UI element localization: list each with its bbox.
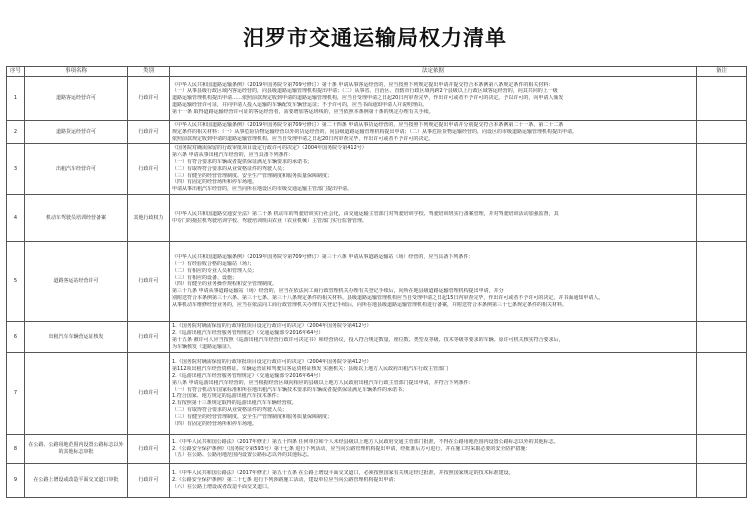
table-row: [7, 352, 747, 434]
legal-basis-line: 1.符合国家、地方规定的巡游出租汽车技术条件；: [172, 393, 282, 400]
cell-item-name: 道路客运经营许可: [25, 77, 128, 121]
cell-note: [697, 434, 747, 463]
cell-no: 1: [7, 77, 25, 121]
legal-basis-line: 申请从事出租汽车经营的，应当向所在地设区的市级交通运输主管部门提出申请。: [172, 186, 353, 193]
cell-note: [697, 321, 747, 352]
legal-basis-line: （二）有相应的专业人员和管理人员；: [172, 267, 258, 274]
legal-basis-line: 第三十九条 申请从事道路运输站（场）经营的，应当在依法向工商行政管理机关办理有关登记手续后，向所在地县级道路运输管理机构提出申请，并分: [172, 288, 504, 295]
cell-no: 9: [7, 463, 25, 497]
legal-basis-line: 1.《国务院对确需保留的行政审批项目设定行政许可的决定》（2004年国务院令第412号）: [172, 359, 372, 366]
cell-no: 2: [7, 121, 25, 144]
legal-basis-line: 从事机动车维修经营业务的，应当在依法向工商行政管理机关办理有关登记手续后，向所在地县级道路运输管理机构进行备案，并附送符合本条例第三十七条规定条件的相关材料。: [172, 301, 568, 308]
cell-item-name: 机动车驾驶员培训经营备案: [25, 194, 128, 241]
cell-type: 其他行政权力: [128, 194, 170, 241]
cell-item-name: 在公路上增设或改造平面交叉道口审批: [25, 463, 128, 497]
legal-basis-line: 中专门的拖拉机驾驶培训学校、驾驶培训班由农业（农业机械）主管部门实行监督管理。: [172, 217, 368, 224]
legal-basis-line: （二）有取得符合要求的从业资格证件的驾驶人员；: [172, 165, 288, 172]
cell-note: [697, 144, 747, 195]
legal-basis-line: 第十五条 被许可人应当按照《巡游出租汽车经营行政许可决定书》和经营协议，投入符合规定数量、座位数、类型及等级、技术等级等要求的车辆。原许可机关核实符合要求后，: [172, 336, 564, 343]
legal-basis-line: 第十一条 取得道路运输经营许可证的客运经营者，需要增加客运班线的，应当依照本条例第十条的规定办理有关手续。: [172, 108, 434, 115]
legal-basis-line: 《中华人民共和国道路交通安全法》第二十条 机动车的驾驶培训实行社会化，由交通运输主管部门对驾驶培训学校、驾驶培训班实行备案管理，并对驾驶培训活动加强监督，其: [172, 211, 559, 218]
cell-legal-basis: [170, 144, 697, 195]
cell-type: 行政许可: [128, 434, 170, 463]
column-header-note: 备注: [697, 67, 747, 77]
column-header-name: 事项名称: [25, 67, 128, 77]
cell-legal-basis: [170, 321, 697, 352]
cell-type: 行政许可: [128, 77, 170, 121]
legal-basis-line: （二）有取得符合要求的从业资格证件的驾驶人员；: [172, 407, 288, 414]
cell-legal-basis: [170, 77, 697, 121]
cell-type: 行政许可: [128, 352, 170, 434]
legal-basis-line: 为车辆核发《道路运输证》。: [172, 343, 235, 350]
legal-basis-line: （一）有符合要求的车辆或者提供保证满足车辆要求的承诺书；: [172, 158, 313, 165]
table-row: [7, 463, 747, 497]
table-row: [7, 241, 747, 321]
legal-basis-line: 规定条件的相关材料：（一）从事危险货物运输经营以外的货运经营的，向县级道路运输管理机构提出申请；（二）从事危险货物运输经营的，向设区的市级道路运输管理机构提出申请。: [172, 128, 578, 135]
cell-item-name: [25, 352, 128, 434]
cell-no: 5: [7, 241, 25, 321]
table-header-row: [7, 67, 747, 77]
table-row: [7, 121, 747, 144]
table-row: [7, 321, 747, 352]
cell-type: 行政许可: [128, 241, 170, 321]
power-list-table: [6, 66, 747, 498]
legal-basis-line: 道路运输经营许可证，并向申请人投入运输的车辆配发车辆营运证；不予许可的，应当书面通知申请人并说明理由。: [172, 101, 428, 108]
cell-type: 行政许可: [128, 321, 170, 352]
legal-basis-line: （一）有经验收合格的运输站（场）；: [172, 261, 255, 268]
legal-basis-line: 2.《公路安全保护条例》第二十七条 进行下列涉路施工活动，建设单位应当向公路管理机构提出申请：: [172, 477, 399, 484]
table-row: [7, 77, 747, 121]
legal-basis-line: （四）有固定的经营场所和停车场地。: [172, 420, 258, 427]
cell-no: 3: [7, 144, 25, 195]
legal-basis-line: 第八条 申请巡游出租汽车经营的，应当根据经营区域向相应的县级以上地方人民政府出租汽车行政主管部门提出申请，并符合下列条件：: [172, 379, 474, 386]
legal-basis-line: 第六条 申请从事出租汽车经营的，应当具备下列条件：: [172, 152, 294, 159]
cell-item-name: 道路货运经营许可: [25, 121, 128, 144]
legal-basis-line: 1.《中华人民共和国公路法》（2017年修正）第五十五条 在公路上增设平面交叉道口，必须按照国家有关规定经过批准，并按照国家规定的技术标准建设。: [172, 470, 514, 477]
cell-no: 4: [7, 194, 25, 241]
cell-item-name: 道路客运站经营许可: [25, 241, 128, 321]
legal-basis-line: （六）在公路上增设或者改造平面交叉道口。: [172, 483, 273, 490]
cell-legal-basis: [170, 241, 697, 321]
legal-basis-line: 2.《巡游出租汽车经营服务管理规定》（交通运输部令2016年64号）: [172, 330, 324, 337]
cell-note: [697, 241, 747, 321]
cell-legal-basis: [170, 352, 697, 434]
cell-note: [697, 194, 747, 241]
cell-legal-basis: [170, 121, 697, 144]
cell-item-name: 出租汽车车辆营运证核发: [25, 321, 128, 352]
legal-basis-line: （五）在公路、公路用地范围内设置公路标志以外的其他标志。: [172, 452, 313, 459]
legal-basis-line: （三）有健全的经营管理制度、安全生产管理制度和服务质量保障制度；: [172, 172, 333, 179]
cell-note: [697, 463, 747, 497]
cell-item-name: 出租汽车经营许可: [25, 144, 128, 195]
cell-note: [697, 77, 747, 121]
legal-basis-line: 道路运输管理机构提出申请……依照前款规定收到申请的道路运输管理机构，应当自受理申请之日起20日内审查完毕，作出许可或者不予许可的决定。予以许可的，向申请人颁发: [172, 95, 564, 102]
cell-type: 行政许可: [128, 121, 170, 144]
table-row: [7, 434, 747, 463]
cell-no: 8: [7, 434, 25, 463]
cell-legal-basis: [170, 194, 697, 241]
legal-basis-line: 2.《公路安全保护条例》（国务院令第593号）第十七条 进行下列活动，应当向公路管理机构提出申请，经批准后方可进行，并在施工时采取必要的安全防护措施：: [172, 445, 531, 452]
cell-type: 行政许可: [128, 144, 170, 195]
legal-basis-line: 《中华人民共和国道路运输条例》（2019年国务院令第709号修订）第二十四条 申请从事货运经营的，应当按照下列规定提出申请并分别提交符合本条例第二十一条、第二十二条: [172, 122, 564, 128]
page-title: 汨罗市交通运输局权力清单: [243, 25, 507, 50]
legal-basis-line: （一）从事县级行政区域内客运经营的，向县级道路运输管理机构提出申请；（二）从事省、自治区、直辖市行政区域内跨2个县级以上行政区域客运经营的，向其共同的上一级: [172, 88, 558, 95]
table-row: [7, 144, 747, 195]
cell-no: 6: [7, 321, 25, 352]
legal-basis-line: 1.《中华人民共和国公路法》（2017年修正）第五十四条 任何单位和个人未经县级以上地方人民政府交通主管部门批准，不得在公路用地范围内设置公路标志以外的其他标志。: [172, 438, 559, 445]
legal-basis-line: 《中华人民共和国道路运输条例》（2019年国务院令第709号修订）第三十六条 申请从事道路运输站（场）经营的，应当具备下列条件：: [172, 254, 474, 261]
cell-legal-basis: [170, 463, 697, 497]
cell-legal-basis: [170, 434, 697, 463]
legal-basis-line: 2.有按照第十三条规定取得的巡游出租汽车车辆经营权。: [172, 400, 297, 407]
cell-item-name: 在公路、公路用地范围内设置公路标志以外的其他标志审批: [25, 434, 128, 463]
cell-note: [697, 352, 747, 434]
legal-basis-line: （四）有健全的业务操作规程和安全管理制度。: [172, 281, 278, 288]
legal-basis-line: 1.《国务院对确需保留的行政审批项目设定行政许可的决定》（2004年国务院令第412号）: [172, 323, 372, 330]
legal-basis-line: 别附送符合本条例第三十六条、第三十七条、第三十八条规定条件的相关材料。县级道路运输管理机构应当自受理申请之日起15日内审查完毕，作出许可或者不予许可的决定，并书面通知申请人。: [172, 295, 604, 302]
legal-basis-line: （四）有固定的经营场所和停车场地。: [172, 179, 258, 186]
legal-basis-line: 第112项出租汽车经营资格证、车辆运营证和驾驶员客运资格证核发 实施机关：县级以上地方人民政府出租汽车行政主管部门: [172, 366, 449, 373]
legal-basis-line: （三）有相应的设备、设施；: [172, 274, 238, 281]
legal-basis-line: 2.《巡游出租汽车经营服务管理规定》（交通运输部令2016年64号）: [172, 373, 324, 380]
cell-no: 7: [7, 352, 25, 434]
table-row: [7, 194, 747, 241]
legal-basis-line: 《国务院对确需保留的行政审批项目设定行政许可的决定》（2004年国务院令第412号）: [172, 145, 367, 152]
legal-basis-line: 依照前款规定收到申请的道路运输管理机构，应当自受理申请之日起20日内审查完毕，作出许可或者不予许可的决定。: [172, 135, 434, 142]
column-header-basis: 法定依据: [170, 67, 697, 77]
cell-note: [697, 121, 747, 144]
legal-basis-line: （三）有健全的经营管理制度、安全生产管理制度和服务质量保障制度；: [172, 413, 333, 420]
column-header-no: 序号: [7, 67, 25, 77]
column-header-type: 类别: [128, 67, 170, 77]
legal-basis-line: （一）有符合机动车国家标准和所在地出租汽车车辆技术要求的车辆或者提供保证满足车辆条件的承诺书；: [172, 386, 408, 393]
cell-type: 行政许可: [128, 463, 170, 497]
legal-basis-line: 《中华人民共和国道路运输条例》（2019年国务院令第709号修订）第十条 申请从事客运经营的，应当按照下列规定提出申请并提交符合本条例第八条规定条件的相关材料：: [172, 81, 554, 88]
